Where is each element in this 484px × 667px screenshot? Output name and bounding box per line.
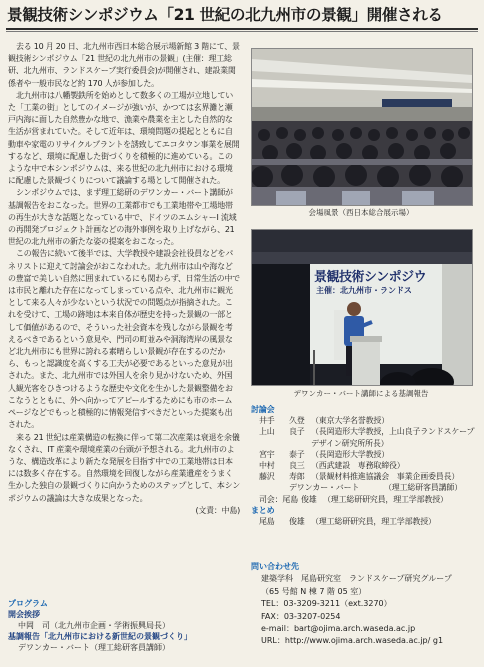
panel-member-name: 井手 (259, 416, 275, 426)
summary-role: （理工総研研究員，理工学部教授） (311, 517, 436, 527)
panel-member-role: （東京大学名誉教授） (311, 416, 389, 426)
panel-member-given: 良子 (289, 427, 305, 437)
panel-member-given: デワンカー・バート (289, 483, 360, 493)
panel-member-name: 宮宇 (259, 449, 275, 459)
panel-member-role: （景観材料推進協議会 事業企画委員長） (311, 472, 460, 482)
panel-member-name: 司会：尾島 (259, 494, 298, 504)
banner-line-2: 主催：北九州市・ランドス (316, 286, 412, 295)
article-title-text: 景観技術シンポジウム「21 世紀の北九州市の景観」開催される (7, 6, 443, 24)
opening-label: 開会挨拶 (8, 610, 40, 619)
panel-member (251, 482, 479, 493)
title-rule (6, 28, 478, 30)
panel-section (251, 404, 479, 527)
panel-member (251, 460, 479, 471)
panel-member (251, 449, 479, 460)
contact-section (251, 561, 479, 648)
panel-member-given: 寿郎 (289, 472, 305, 482)
article-title (7, 4, 477, 28)
keynote-label: 基調報告「北九州市における新世紀の景観づくり」 (8, 632, 192, 641)
panel-member-role: （長岡造形大学教授） (311, 449, 389, 459)
contact-address: （65 号館 N 棟 7 階 05 室） (261, 586, 367, 596)
credit-line: (文責：中島) (195, 505, 240, 515)
contact-url[interactable]: URL：http://www.ojima.arch.waseda.ac.jp/ g1 (261, 636, 444, 646)
keynote-speaker: デワンカー・バート（理工総研客員講師） (18, 643, 170, 652)
article-body (8, 41, 240, 517)
contact-org: 建築学科 尾島研究室 ランドスケープ研究グループ (261, 574, 452, 584)
paragraph-4: この報告に続いて後半では、大学教授や建設会社役員などをパネリストに迎えて討論会がおこなわれた。北九州市は山や海などの豊富で美しい自然に囲まれているにも関わらず、日常生活の中では市民と離れた存在になってしまっている点や、北九州市に観光として来る人々が少ないという状況での問題点が指摘された。これを受けて、工場の跡地は本来自体が歴史を持った景観の一部として価値があるので、そういった社会資本を残しながら景観を考えるべきであるという意見や、門司の町並みや洞海湾岸の風景など北九州市にも世界に誇れる素晴らしい景観が存在するのだから、もっと認識度を高くする工夫が必要であるといった意見が出された。また、北九州市では外国人を余り見かけないため、外国人観光客をひきつけるような歴史や文化を生かした景観整備をおこなうとともに、外へ向かってアピールするためにも市のホームページなどでもっと積極的に情報発信すべきだといった提案も出された。 (8, 249, 240, 430)
panel-member-role: （長岡造形大学教授，上山良子ランドスケープデザイン研究所所長） (311, 427, 475, 448)
opening-speaker: 中岡 司（北九州市企画・学術振興局長） (18, 621, 170, 630)
banner-line-1: 景観技術シンポジウ (314, 270, 427, 285)
panel-member-given: 泰子 (289, 449, 305, 459)
venue-photo-image (252, 49, 472, 205)
panel-member-given: 俊雄 (301, 494, 317, 504)
venue-photo (251, 48, 473, 206)
summary-speaker (251, 516, 479, 527)
speaker-photo (251, 229, 473, 386)
venue-photo-caption: 会場風景（西日本総合展示場） (308, 208, 414, 217)
panel-member (251, 471, 479, 482)
panel-member (251, 415, 479, 426)
panel-member-role: （理工総研研究員，理工学部教授） (323, 494, 448, 504)
panel-moderator (251, 494, 479, 505)
panel-member-name: 藤沢 (259, 472, 275, 482)
panel-heading: 討論会 (251, 405, 275, 414)
panel-member-name (251, 482, 289, 493)
paragraph-3: シンポジウムでは、まず理工総研のデワンカー・バート講師が基調報告をおこなった。世界の工業都市でも工業地帯や工場地帯の再生が大きな話題となっている中で、ドイツのエムシャーI 流域の再開発プロジェクト計画などの海外事例を取り上げながら、21 世紀の北九州市の新たな姿の提案をおこなった。 (8, 188, 237, 247)
summary-given: 俊雄 (289, 517, 305, 527)
panel-member-role: （理工総研客員講師） (384, 483, 462, 493)
summary-heading: まとめ (251, 505, 275, 515)
panel-member-role: （西武建設 専務取締役） (311, 461, 405, 471)
paragraph-2: 北九州市は八幡製鉄所を始めとして数多くの工場が立地していた「工業の街」としてのイメージが強いが、かつては玄界灘と瀬戸内海に面した自然豊かな地で、漁業や農業を主とした自然的な生活が営まれていた。そして近年は、環境問題の提起とともに自動車や家電のリサイクルプラントを誘致してエコタウン事業を展開するなど、環境に配慮した街づくりを積極的に進めている。このような中で本シンポジウムは、来る世紀の北九州市における環境に配慮した景観づくりについて議論する場として開催された。 (8, 90, 240, 186)
paragraph-5: 来る 21 世紀は産業構造の転換に伴って第二次産業は衰退を余儀なくされ、IT 産業や環境産業の台頭が予想される。北九州市のような、構造改革により新たな発展を目指す中での工業地帯は日本には数多く存在する。自然環境を回復しながら産業遺産をうまく生かした独自の景観づくりに向かうためのステップとして、本シンポジウムの議論は大きな成果となった。 (8, 432, 240, 503)
panel-member (251, 426, 479, 448)
speaker-photo-caption: デワンカー・バート講師による基調報告 (293, 389, 429, 398)
speaker-photo-image (252, 230, 472, 385)
paragraph-1: 去る 10 月 20 日、北九州市西日本総合展示場新館 3 階にて、景観技術シンポジウム「21 世紀の北九州市の景観」(主催：理工総研、北九州市、ランドスケープ実行委員会)が開催され、建設業関係者や一般市民など約 170 人が参加した。 (8, 42, 240, 88)
contact-heading: 問い合わせ先 (251, 562, 299, 571)
title-rule-thin (6, 31, 478, 32)
contact-fax: FAX：03-3207-0254 (261, 611, 341, 621)
summary-name: 尾島 (259, 517, 275, 527)
panel-member-given: 良三 (289, 461, 305, 471)
program-section (8, 598, 240, 653)
panel-member-name: 上山 (259, 427, 275, 437)
program-heading: プログラム (8, 599, 48, 608)
panel-member-name: 中村 (259, 461, 275, 471)
panel-member-given: 久登 (289, 416, 305, 426)
contact-email[interactable]: e-mail：bart@ojima.arch.waseda.ac.jp (261, 624, 416, 634)
contact-tel: TEL：03-3209-3211（ext.3270） (261, 599, 392, 609)
